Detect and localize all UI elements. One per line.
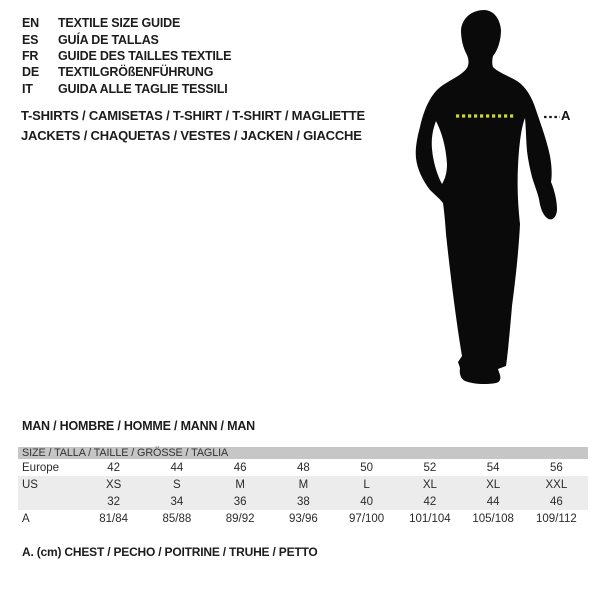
footnote: A. (cm) CHEST / PECHO / POITRINE / TRUHE / PETTO	[22, 545, 318, 559]
language-row	[22, 31, 231, 47]
category-line: JACKETS / CHAQUETAS / VESTES / JACKEN / GIACCHE	[21, 127, 362, 143]
size-value: XS	[105, 478, 122, 491]
size-value: 54	[486, 461, 500, 474]
language-code: EN	[22, 16, 39, 31]
size-table-body	[18, 459, 588, 527]
size-table	[18, 447, 588, 527]
size-value: 93/96	[288, 512, 318, 525]
table-row	[18, 459, 588, 476]
size-value: 50	[360, 461, 374, 474]
size-value: 36	[233, 495, 247, 508]
size-value: XL	[486, 478, 501, 491]
man-silhouette-graphic	[400, 4, 575, 396]
table-row	[18, 493, 588, 510]
language-row	[22, 15, 231, 31]
language-label: TEXTILE SIZE GUIDE	[58, 16, 181, 31]
size-value: 85/88	[162, 512, 192, 525]
size-value: 40	[360, 495, 374, 508]
size-value: 89/92	[225, 512, 255, 525]
size-value: 81/84	[99, 512, 129, 525]
language-row	[22, 64, 231, 80]
category-lines	[21, 106, 365, 145]
language-label: GUIDE DES TAILLES TEXTILE	[58, 48, 232, 63]
language-label: GUIDA ALLE TAGLIE TESSILI	[58, 81, 228, 96]
language-list	[22, 15, 231, 97]
section-title: MAN / HOMBRE / HOMME / MANN / MAN	[22, 419, 255, 433]
size-value: 109/112	[536, 512, 577, 525]
size-value: 56	[549, 461, 563, 474]
size-table-header: SIZE / TALLA / TAILLE / GRÖSSE / TAGLIA	[18, 447, 588, 459]
size-value: S	[173, 478, 181, 491]
size-value: XL	[422, 478, 437, 491]
size-value: 32	[107, 495, 121, 508]
size-value: M	[235, 478, 245, 491]
man-silhouette	[416, 10, 557, 384]
table-row	[18, 476, 588, 493]
language-row	[22, 81, 231, 97]
size-value: L	[363, 478, 370, 491]
table-row	[18, 510, 588, 527]
row-label: US	[22, 478, 38, 491]
size-value: XXL	[545, 478, 568, 491]
language-code: FR	[22, 48, 39, 63]
row-label: Europe	[22, 461, 60, 474]
language-label: GUÍA DE TALLAS	[58, 32, 159, 47]
size-value: 38	[296, 495, 310, 508]
language-code: ES	[22, 32, 39, 47]
size-value: M	[298, 478, 309, 491]
size-value: 44	[170, 461, 184, 474]
size-value: 105/108	[472, 512, 514, 525]
size-value: 52	[423, 461, 437, 474]
size-value: 46	[233, 461, 247, 474]
size-value: 34	[170, 495, 184, 508]
language-code: IT	[22, 81, 33, 96]
language-code: DE	[22, 65, 39, 80]
category-line: T-SHIRTS / CAMISETAS / T-SHIRT / T-SHIRT / MAGLIETTE	[21, 108, 365, 123]
size-value: 44	[486, 495, 500, 508]
language-row	[22, 48, 231, 64]
size-value: 48	[296, 461, 310, 474]
size-value: 42	[107, 461, 121, 474]
size-value: 46	[549, 495, 563, 508]
size-value: 42	[423, 495, 437, 508]
language-label: TEXTILGRÖßENFÜHRUNG	[58, 65, 214, 80]
measurement-label-a: A	[561, 108, 571, 123]
size-value: 101/104	[409, 512, 451, 525]
row-label: A	[22, 512, 30, 525]
man-silhouette-figure	[400, 4, 575, 396]
size-value: 97/100	[349, 512, 385, 525]
